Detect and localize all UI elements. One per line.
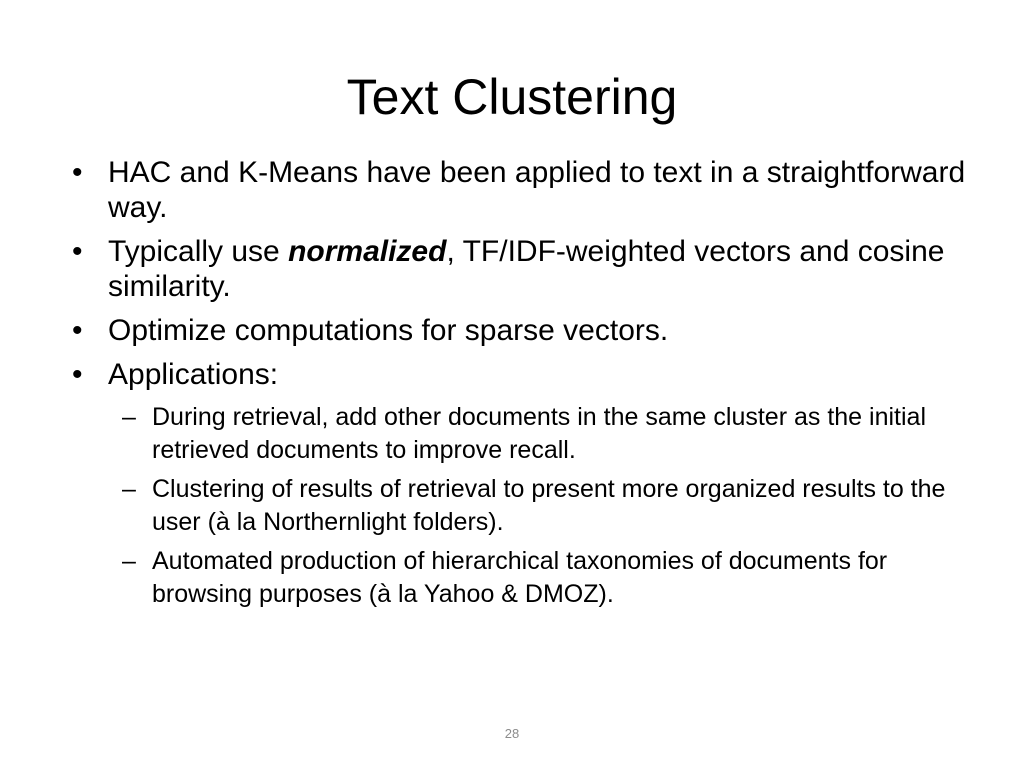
bullet-text: Applications: <box>108 358 279 391</box>
bullet-item <box>70 234 970 304</box>
sub-bullet-marker: – <box>122 475 136 503</box>
bullet-text: HAC and K-Means have been applied to text in a straightforward way. <box>108 156 966 224</box>
bullet-list <box>70 155 970 617</box>
sub-bullet-text: Clustering of results of retrieval to present more organized results to the user (à la Northernlight folders). <box>152 475 946 536</box>
bullet-item <box>70 313 970 348</box>
sub-bullet-text: During retrieval, add other documents in the same cluster as the initial retrieved documents to improve recall. <box>152 403 926 464</box>
bullet-text-after: , TF/IDF-weighted vectors and cosine similarity. <box>108 235 945 303</box>
bullet-marker: • <box>72 235 83 268</box>
bullet-emphasis: normalized <box>288 235 447 268</box>
bullet-item <box>70 155 970 225</box>
sub-bullet-marker: – <box>122 547 136 575</box>
sub-bullet-item <box>70 545 970 611</box>
bullet-item <box>70 357 970 392</box>
page-number: 28 <box>504 726 520 741</box>
bullet-marker: • <box>72 358 83 391</box>
sub-bullet-item <box>70 401 970 467</box>
bullet-text-before: Typically use <box>108 235 289 268</box>
bullet-marker: • <box>72 314 83 347</box>
slide-title: Text Clustering <box>346 69 678 125</box>
bullet-marker: • <box>72 156 83 189</box>
bullet-text: Optimize computations for sparse vectors. <box>108 314 669 347</box>
sub-bullet-item <box>70 473 970 539</box>
sub-bullet-marker: – <box>122 403 136 431</box>
sub-bullet-text: Automated production of hierarchical taxonomies of documents for browsing purposes (à la Yahoo & DMOZ). <box>152 547 888 608</box>
